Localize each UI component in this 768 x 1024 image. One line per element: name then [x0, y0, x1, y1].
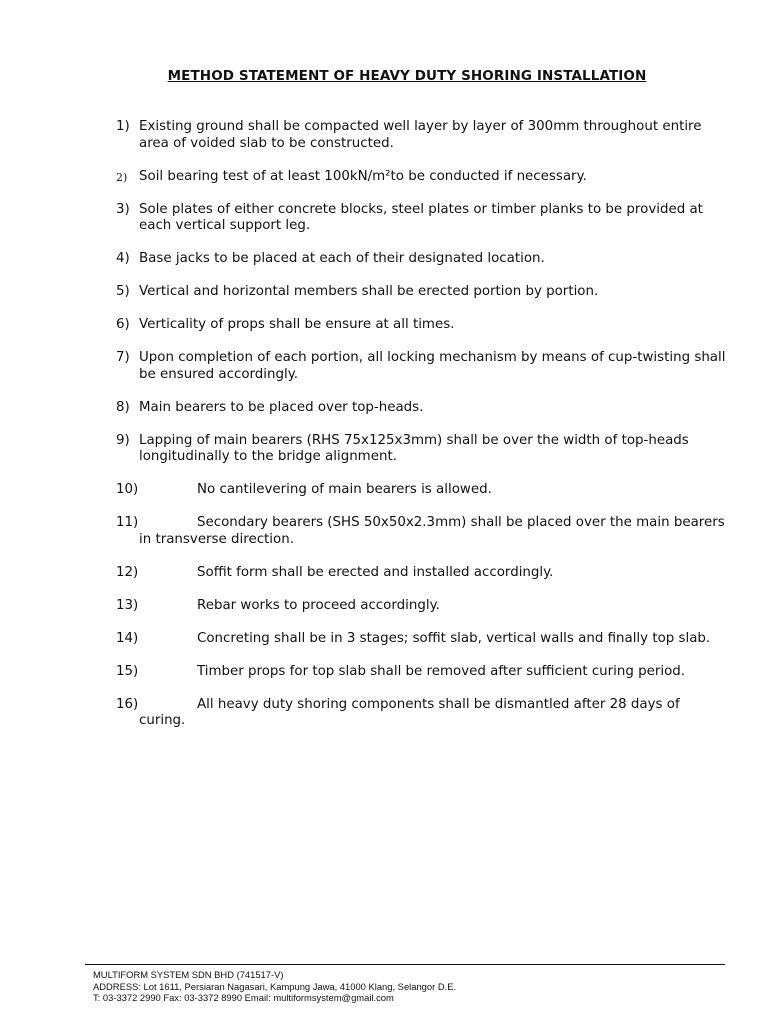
step-text: Vertical and horizontal members shall be erected portion by portion. [139, 284, 599, 299]
list-item [116, 515, 728, 548]
list-item [116, 284, 728, 301]
list-item [116, 202, 728, 235]
step-number: 15) [116, 663, 139, 679]
list-item [116, 169, 728, 186]
step-number: 2) [116, 170, 128, 184]
step-text: No cantilevering of main bearers is allowed. [197, 482, 492, 497]
step-number: 10) [116, 482, 139, 497]
step-number: 5) [116, 284, 130, 299]
list-item [116, 119, 728, 152]
step-text: Concreting shall be in 3 stages; soffit slab, vertical walls and finally top slab. [197, 630, 711, 646]
step-number: 1) [116, 119, 130, 134]
list-item [116, 350, 728, 383]
step-number: 12) [116, 564, 139, 580]
step-number: 3) [116, 201, 130, 217]
step-text: Soffit form shall be erected and installed accordingly. [197, 564, 554, 580]
step-number: 9) [116, 432, 130, 448]
list-item [116, 598, 728, 615]
step-number: 4) [116, 251, 130, 266]
step-text: Lapping of main bearers (RHS 75x125x3mm) shall be over the width of top-heads longitudinally to the bridge alignment. [139, 432, 689, 464]
list-item [116, 433, 728, 466]
step-number: 7) [116, 350, 130, 365]
footer-address: ADDRESS: Lot 1611, Persiaran Nagasari, Kampung Jawa, 41000 Klang, Selangor D.E. [93, 980, 457, 992]
step-number: 13) [116, 597, 139, 613]
step-text: Rebar works to proceed accordingly. [197, 597, 440, 613]
document-title: METHOD STATEMENT OF HEAVY DUTY SHORING INSTALLATION [167, 68, 647, 84]
list-item [116, 565, 728, 582]
list-item [116, 251, 728, 268]
footer-divider [85, 964, 725, 965]
list-item [116, 482, 728, 499]
step-text: Secondary bearers (SHS 50x50x2.3mm) shall be placed over the main bearers in transverse direction. [139, 515, 725, 547]
step-text: Sole plates of either concrete blocks, steel plates or timber planks to be provided at each vertical support leg. [139, 201, 703, 233]
list-item [116, 400, 728, 417]
list-item [116, 664, 728, 681]
step-text: Main bearers to be placed over top-heads. [139, 399, 424, 415]
step-text: Timber props for top slab shall be removed after sufficient curing period. [197, 663, 686, 679]
list-item [116, 317, 728, 334]
step-text: Soil bearing test of at least 100kN/m²to be conducted if necessary. [139, 168, 587, 184]
step-text: Base jacks to be placed at each of their designated location. [139, 251, 545, 266]
step-text: Verticality of props shall be ensure at all times. [139, 317, 455, 332]
footer [93, 969, 456, 1004]
footer-company: MULTIFORM SYSTEM SDN BHD (741517-V) [93, 969, 284, 980]
step-number: 8) [116, 399, 130, 415]
footer-contact: T: 03-3372 2990 Fax: 03-3372 8990 Email: multiformsystem@gmail.com [93, 992, 394, 1003]
step-number: 14) [116, 630, 139, 646]
list-item [116, 697, 728, 730]
step-number: 16) [116, 696, 139, 712]
method-steps-list [116, 119, 728, 746]
step-number: 6) [116, 317, 130, 332]
list-item [116, 631, 728, 648]
step-text: All heavy duty shoring components shall be dismantled after 28 days of curing. [139, 696, 680, 728]
step-text: Upon completion of each portion, all locking mechanism by means of cup-twisting shall be ensured accordingly. [139, 350, 726, 382]
step-text: Existing ground shall be compacted well layer by layer of 300mm throughout entire area of voided slab to be constructed. [139, 119, 702, 151]
step-number: 11) [116, 515, 139, 530]
